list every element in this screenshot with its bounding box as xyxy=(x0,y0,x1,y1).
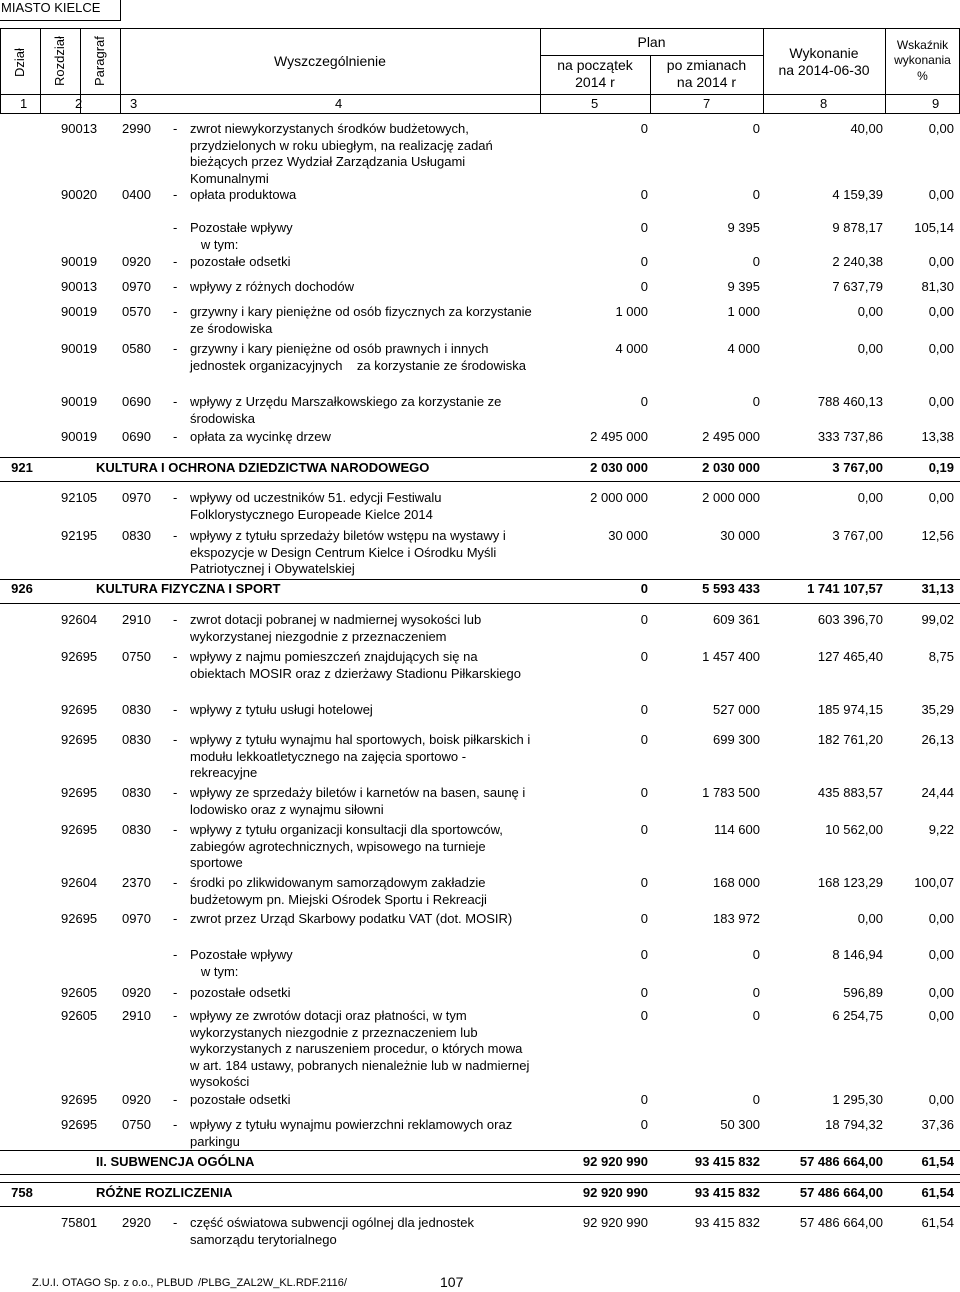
cell-description: wpływy z tytułu organizacji konsultacji dla sportowców, zabiegów agrotechnicznych, wpisowego na turnieje sportowe xyxy=(190,822,507,870)
cell-dash: - xyxy=(173,187,178,202)
header-wskaznik-3: % xyxy=(917,69,928,83)
cell-execution: 57 486 664,00 xyxy=(799,1215,883,1230)
cell-execution: 435 883,57 xyxy=(817,785,883,800)
cell-plan-changed: 30 000 xyxy=(720,528,760,543)
cell-rozdzial: 90019 xyxy=(61,394,98,409)
cell-execution: 185 974,15 xyxy=(817,702,883,717)
cell-description: pozostałe odsetki xyxy=(190,1092,291,1107)
cell-plan-start: 0 xyxy=(640,1117,648,1132)
cell-plan-start: 4 000 xyxy=(615,341,648,356)
cell-plan-start: 2 495 000 xyxy=(590,429,648,444)
cell-description: część oświatowa subwencji ogólnej dla jednostek samorządu terytorialnego xyxy=(190,1215,478,1247)
cell-execution: 0,00 xyxy=(857,911,883,926)
cell-plan-changed: 93 415 832 xyxy=(694,1215,760,1230)
cell-execution: 7 637,79 xyxy=(832,279,883,294)
cell-ratio: 100,07 xyxy=(914,875,954,890)
cell-plan-changed: 609 361 xyxy=(713,612,760,627)
cell-plan-start: 92 920 990 xyxy=(582,1185,648,1200)
cell-ratio: 0,00 xyxy=(928,1008,954,1023)
cell-execution: 127 465,40 xyxy=(817,649,883,664)
cell-execution: 168 123,29 xyxy=(817,875,883,890)
cell-execution: 6 254,75 xyxy=(832,1008,883,1023)
page-title: MIASTO KIELCE xyxy=(0,0,121,21)
cell-description: grzywny i kary pieniężne od osób prawnych i innych jednostek organizacyjnych za korzystanie ze środowiska xyxy=(190,341,526,373)
cell-dash: - xyxy=(173,121,178,136)
cell-rozdzial: 92605 xyxy=(61,1008,98,1023)
cell-paragraf: 0750 xyxy=(122,1117,151,1132)
cell-plan-start: 92 920 990 xyxy=(582,1154,648,1169)
header-dzial: Dział xyxy=(12,48,27,78)
cell-ratio: 0,00 xyxy=(928,1092,954,1107)
cell-execution: 0,00 xyxy=(857,341,883,356)
cell-paragraf: 0830 xyxy=(122,822,151,837)
cell-execution: 57 486 664,00 xyxy=(799,1154,883,1169)
cell-rozdzial: 92604 xyxy=(61,875,98,890)
cell-plan-changed: 1 457 400 xyxy=(702,649,760,664)
cell-paragraf: 0920 xyxy=(122,254,151,269)
cell-paragraf: 0920 xyxy=(122,1092,151,1107)
col-num-1: 1 xyxy=(20,96,28,111)
cell-dash: - xyxy=(173,394,178,409)
cell-dash: - xyxy=(173,1092,178,1107)
cell-plan-changed: 93 415 832 xyxy=(694,1154,760,1169)
cell-ratio: 81,30 xyxy=(921,279,954,294)
cell-dash: - xyxy=(173,220,178,235)
cell-ratio: 99,02 xyxy=(921,612,954,627)
cell-ratio: 0,00 xyxy=(928,985,954,1000)
cell-rozdzial: 92695 xyxy=(61,732,98,747)
cell-ratio: 0,00 xyxy=(928,187,954,202)
cell-paragraf: 0830 xyxy=(122,528,151,543)
cell-plan-start: 0 xyxy=(640,985,648,1000)
cell-plan-start: 2 030 000 xyxy=(590,460,648,475)
cell-dash: - xyxy=(173,702,178,717)
col-num-3: 3 xyxy=(130,96,138,111)
cell-description: zwrot niewykorzystanych środków budżetowych, przydzielonych w roku ubiegłym, na realizację zadań bieżących przez Wydział Zarządzania Usługami Komunalnymi xyxy=(190,121,497,186)
cell-description: KULTURA I OCHRONA DZIEDZICTWA NARODOWEGO xyxy=(96,460,430,475)
col-num-2: 2 xyxy=(75,96,83,111)
cell-dash: - xyxy=(173,279,178,294)
cell-plan-changed: 4 000 xyxy=(727,341,760,356)
cell-plan-start: 0 xyxy=(640,394,648,409)
cell-ratio: 31,13 xyxy=(921,581,954,596)
cell-plan-start: 0 xyxy=(640,649,648,664)
header-po-zmianach-2: na 2014 r xyxy=(676,74,737,90)
cell-ratio: 0,19 xyxy=(928,460,954,475)
cell-plan-start: 0 xyxy=(640,732,648,747)
cell-dzial: 758 xyxy=(11,1185,33,1200)
cell-rozdzial: 92695 xyxy=(61,649,98,664)
cell-ratio: 0,00 xyxy=(928,911,954,926)
cell-paragraf: 0970 xyxy=(122,279,151,294)
cell-description: zwrot przez Urząd Skarbowy podatku VAT (dot. MOSIR) xyxy=(190,911,513,926)
footer-path: /PLBG_ZAL2W_KL.RDF.2116/ xyxy=(198,1277,347,1289)
cell-plan-changed: 93 415 832 xyxy=(694,1185,760,1200)
cell-paragraf: 0400 xyxy=(122,187,151,202)
cell-execution: 788 460,13 xyxy=(817,394,883,409)
col-num-9: 9 xyxy=(932,96,940,111)
cell-execution: 603 396,70 xyxy=(817,612,883,627)
cell-execution: 18 794,32 xyxy=(825,1117,883,1132)
cell-plan-changed: 1 000 xyxy=(727,304,760,319)
cell-plan-changed: 0 xyxy=(752,1092,760,1107)
cell-rozdzial: 92604 xyxy=(61,612,98,627)
cell-description: środki po zlikwidowanym samorządowym zakładzie budżetowym pn. Miejski Ośrodek Sportu i Rekreacji xyxy=(190,875,490,907)
cell-paragraf: 0570 xyxy=(122,304,151,319)
header-rozdzial: Rozdział xyxy=(52,36,67,86)
cell-rozdzial: 75801 xyxy=(61,1215,98,1230)
cell-rozdzial: 92605 xyxy=(61,985,98,1000)
cell-ratio: 35,29 xyxy=(921,702,954,717)
footer-page-number: 107 xyxy=(440,1274,464,1290)
cell-description: KULTURA FIZYCZNA I SPORT xyxy=(96,581,281,596)
cell-dash: - xyxy=(173,429,178,444)
cell-plan-changed: 5 593 433 xyxy=(702,581,760,596)
cell-plan-start: 0 xyxy=(640,702,648,717)
cell-dash: - xyxy=(173,785,178,800)
footer-left: Z.U.I. OTAGO Sp. z o.o., PLBUD xyxy=(32,1277,194,1289)
cell-plan-start: 92 920 990 xyxy=(582,1215,648,1230)
cell-plan-changed: 0 xyxy=(752,254,760,269)
cell-ratio: 0,00 xyxy=(928,490,954,505)
cell-description: wpływy z Urzędu Marszałkowskiego za korzystanie ze środowiska xyxy=(190,394,506,426)
cell-plan-changed: 50 300 xyxy=(720,1117,760,1132)
cell-dash: - xyxy=(173,490,178,505)
cell-dash: - xyxy=(173,341,178,356)
header-na-poczatek-2: 2014 r xyxy=(575,74,615,90)
cell-plan-changed: 114 600 xyxy=(713,822,760,837)
cell-ratio: 37,36 xyxy=(921,1117,954,1132)
header-wykonanie-1: Wykonanie xyxy=(789,45,859,61)
cell-plan-start: 0 xyxy=(640,911,648,926)
cell-ratio: 0,00 xyxy=(928,947,954,962)
cell-description: wpływy z najmu pomieszczeń znajdujących się na obiektach MOSIR oraz z dzierżawy Stadionu Piłkarskiego xyxy=(190,649,521,681)
cell-description: RÓŻNE ROZLICZENIA xyxy=(96,1185,233,1200)
cell-dash: - xyxy=(173,649,178,664)
cell-plan-changed: 183 972 xyxy=(713,911,760,926)
cell-dash: - xyxy=(173,254,178,269)
cell-rozdzial: 90013 xyxy=(61,279,98,294)
cell-description: wpływy ze zwrotów dotacji oraz płatności, w tym wykorzystanych niezgodnie z przeznaczeniem lub wykorzystanych z naruszeniem procedur, o których mowa w art. 184 ustawy, pobranych nienależnie lub w nadmiernej wysokości xyxy=(190,1008,534,1089)
cell-dash: - xyxy=(173,1008,178,1023)
cell-ratio: 24,44 xyxy=(921,785,954,800)
cell-rozdzial: 90019 xyxy=(61,254,98,269)
cell-description: II. SUBWENCJA OGÓLNA xyxy=(96,1154,255,1169)
header-wskaznik-2: wykonania xyxy=(894,53,951,67)
cell-dash: - xyxy=(173,1117,178,1132)
cell-dash: - xyxy=(173,528,178,543)
cell-plan-changed: 2 000 000 xyxy=(702,490,760,505)
cell-description: wpływy ze sprzedaży biletów i karnetów na basen, saunę i lodowisko oraz z wynajmu siłowni xyxy=(190,785,529,817)
cell-rozdzial: 90013 xyxy=(61,121,98,136)
cell-ratio: 9,22 xyxy=(928,822,954,837)
cell-ratio: 0,00 xyxy=(928,121,954,136)
cell-description: pozostałe odsetki xyxy=(190,985,291,1000)
cell-execution: 40,00 xyxy=(850,121,883,136)
cell-plan-changed: 1 783 500 xyxy=(702,785,760,800)
cell-execution: 1 741 107,57 xyxy=(807,581,883,596)
cell-description: wpływy z tytułu wynajmu hal sportowych, boisk piłkarskich i modułu lekkoatletycznego na zajęcia sportowo - rekreacyjne xyxy=(190,732,534,780)
cell-paragraf: 0580 xyxy=(122,341,151,356)
cell-rozdzial: 92695 xyxy=(61,911,98,926)
cell-paragraf: 2920 xyxy=(122,1215,151,1230)
cell-plan-changed: 0 xyxy=(752,985,760,1000)
cell-rozdzial: 92695 xyxy=(61,1092,98,1107)
cell-rozdzial: 92695 xyxy=(61,822,98,837)
cell-execution: 4 159,39 xyxy=(832,187,883,202)
cell-paragraf: 2990 xyxy=(122,121,151,136)
col-num-5: 5 xyxy=(591,96,599,111)
cell-ratio: 0,00 xyxy=(928,341,954,356)
cell-plan-start: 0 xyxy=(640,612,648,627)
cell-plan-start: 0 xyxy=(640,121,648,136)
cell-rozdzial: 92195 xyxy=(61,528,98,543)
cell-plan-changed: 168 000 xyxy=(713,875,760,890)
cell-execution: 0,00 xyxy=(857,490,883,505)
header-wskaznik-1: Wskaźnik xyxy=(896,38,949,52)
cell-execution: 8 146,94 xyxy=(832,947,883,962)
cell-description: opłata za wycinkę drzew xyxy=(190,429,331,444)
cell-plan-changed: 0 xyxy=(752,947,760,962)
cell-description: zwrot dotacji pobranej w nadmiernej wysokości lub wykorzystanej niezgodnie z przeznaczeniem xyxy=(190,612,485,644)
cell-execution: 2 240,38 xyxy=(832,254,883,269)
cell-dash: - xyxy=(173,947,178,962)
header-na-poczatek-1: na początek xyxy=(557,57,633,73)
cell-plan-changed: 527 000 xyxy=(713,702,760,717)
cell-paragraf: 0830 xyxy=(122,702,151,717)
cell-description: Pozostałe wpływy w tym: xyxy=(190,947,293,979)
cell-description: opłata produktowa xyxy=(190,187,297,202)
cell-rozdzial: 90019 xyxy=(61,429,98,444)
cell-ratio: 0,00 xyxy=(928,394,954,409)
col-num-8: 8 xyxy=(820,96,828,111)
cell-execution: 1 295,30 xyxy=(832,1092,883,1107)
cell-execution: 333 737,86 xyxy=(817,429,883,444)
cell-ratio: 12,56 xyxy=(921,528,954,543)
cell-plan-start: 30 000 xyxy=(608,528,648,543)
cell-rozdzial: 92105 xyxy=(61,490,98,505)
cell-execution: 596,89 xyxy=(843,985,883,1000)
cell-plan-changed: 0 xyxy=(752,121,760,136)
cell-ratio: 61,54 xyxy=(921,1215,954,1230)
cell-execution: 57 486 664,00 xyxy=(799,1185,883,1200)
cell-plan-changed: 2 030 000 xyxy=(702,460,760,475)
cell-plan-start: 0 xyxy=(640,785,648,800)
cell-dash: - xyxy=(173,732,178,747)
cell-plan-changed: 0 xyxy=(752,187,760,202)
header-plan: Plan xyxy=(637,34,666,50)
cell-paragraf: 0970 xyxy=(122,911,151,926)
cell-execution: 182 761,20 xyxy=(817,732,883,747)
cell-plan-start: 2 000 000 xyxy=(590,490,648,505)
cell-paragraf: 2910 xyxy=(122,1008,151,1023)
cell-dash: - xyxy=(173,822,178,837)
cell-execution: 9 878,17 xyxy=(832,220,883,235)
cell-description: wpływy z tytułu wynajmu powierzchni reklamowych oraz parkingu xyxy=(190,1117,516,1149)
cell-paragraf: 2910 xyxy=(122,612,151,627)
cell-plan-start: 0 xyxy=(640,875,648,890)
cell-rozdzial: 90019 xyxy=(61,341,98,356)
cell-paragraf: 0690 xyxy=(122,394,151,409)
cell-ratio: 8,75 xyxy=(928,649,954,664)
cell-plan-start: 0 xyxy=(640,1008,648,1023)
cell-plan-changed: 0 xyxy=(752,394,760,409)
cell-paragraf: 0750 xyxy=(122,649,151,664)
cell-ratio: 61,54 xyxy=(921,1185,954,1200)
cell-rozdzial: 92695 xyxy=(61,702,98,717)
cell-ratio: 61,54 xyxy=(921,1154,954,1169)
cell-ratio: 13,38 xyxy=(921,429,954,444)
cell-description: wpływy z różnych dochodów xyxy=(190,279,355,294)
cell-rozdzial: 92695 xyxy=(61,1117,98,1132)
cell-description: wpływy z tytułu sprzedaży biletów wstępu na wystawy i ekspozycje w Design Centrum Kielce i Ośrodku Myśli Patriotycznej i Obywatelskiej xyxy=(190,528,510,576)
cell-paragraf: 0830 xyxy=(122,785,151,800)
col-num-4: 4 xyxy=(335,96,343,111)
cell-description: grzywny i kary pieniężne od osób fizycznych za korzystanie ze środowiska xyxy=(190,304,536,336)
cell-rozdzial: 90020 xyxy=(61,187,98,202)
cell-plan-start: 0 xyxy=(640,220,648,235)
cell-dash: - xyxy=(173,612,178,627)
cell-paragraf: 0920 xyxy=(122,985,151,1000)
cell-plan-start: 0 xyxy=(640,1092,648,1107)
cell-dash: - xyxy=(173,985,178,1000)
cell-description: pozostałe odsetki xyxy=(190,254,291,269)
cell-paragraf: 0970 xyxy=(122,490,151,505)
cell-paragraf: 2370 xyxy=(122,875,151,890)
cell-paragraf: 0690 xyxy=(122,429,151,444)
cell-execution: 0,00 xyxy=(857,304,883,319)
cell-plan-start: 1 000 xyxy=(615,304,648,319)
cell-dash: - xyxy=(173,1215,178,1230)
header-paragraf: Paragraf xyxy=(92,36,107,86)
cell-dash: - xyxy=(173,304,178,319)
cell-plan-changed: 699 300 xyxy=(713,732,760,747)
cell-plan-changed: 9 395 xyxy=(727,220,760,235)
cell-plan-changed: 0 xyxy=(752,1008,760,1023)
cell-execution: 3 767,00 xyxy=(832,528,883,543)
cell-plan-start: 0 xyxy=(640,581,648,596)
cell-dzial: 921 xyxy=(11,460,33,475)
cell-execution: 3 767,00 xyxy=(832,460,883,475)
cell-ratio: 26,13 xyxy=(921,732,954,747)
cell-plan-start: 0 xyxy=(640,279,648,294)
cell-plan-changed: 9 395 xyxy=(727,279,760,294)
cell-dash: - xyxy=(173,875,178,890)
cell-description: wpływy z tytułu usługi hotelowej xyxy=(190,702,373,717)
cell-paragraf: 0830 xyxy=(122,732,151,747)
cell-plan-start: 0 xyxy=(640,187,648,202)
cell-rozdzial: 92695 xyxy=(61,785,98,800)
header-wyszczegolnienie: Wyszczególnienie xyxy=(274,53,386,69)
cell-execution: 10 562,00 xyxy=(825,822,883,837)
header-wykonanie-2: na 2014-06-30 xyxy=(778,62,870,78)
cell-ratio: 0,00 xyxy=(928,254,954,269)
cell-dzial: 926 xyxy=(11,581,33,596)
cell-ratio: 105,14 xyxy=(914,220,954,235)
cell-plan-start: 0 xyxy=(640,947,648,962)
cell-rozdzial: 90019 xyxy=(61,304,98,319)
cell-description: wpływy od uczestników 51. edycji Festiwalu Folklorystycznego Europeade Kielce 2014 xyxy=(190,490,446,522)
header-po-zmianach-1: po zmianach xyxy=(666,57,747,73)
cell-plan-changed: 2 495 000 xyxy=(702,429,760,444)
col-num-7: 7 xyxy=(703,96,711,111)
cell-plan-start: 0 xyxy=(640,254,648,269)
cell-description: Pozostałe wpływy w tym: xyxy=(190,220,293,252)
cell-dash: - xyxy=(173,911,178,926)
cell-ratio: 0,00 xyxy=(928,304,954,319)
cell-plan-start: 0 xyxy=(640,822,648,837)
